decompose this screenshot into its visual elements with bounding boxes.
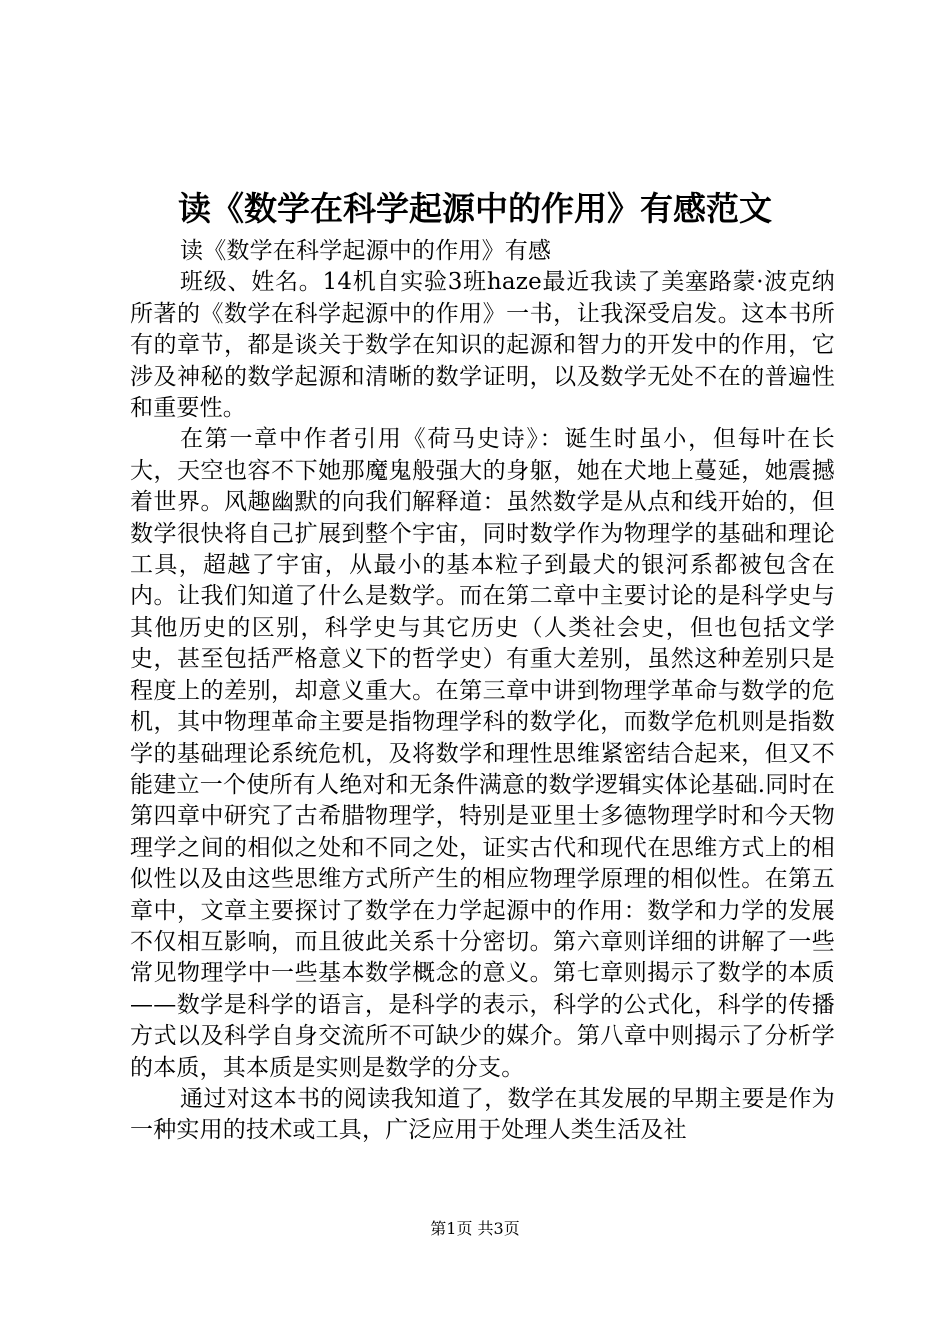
document-body — [130, 236, 835, 1147]
paragraph-conclusion: 通过对这本书的阅读我知道了，数学在其发展的早期主要是作为一种实用的技术或工具，广泛应用于处理人类生活及社 — [130, 1085, 835, 1144]
paragraph-intro: 班级、姓名。14机自实验3班haze最近我读了美塞路蒙·波克纳所著的《数学在科学起源中的作用》一书，让我深受启发。这本书所有的章节，都是谈关于数学在知识的起源和智力的开发中的作用，它涉及神秘的数学起源和清晰的数学证明，以及数学无处不在的普遍性和重要性。 — [130, 269, 835, 422]
paragraph-chapters: 在第一章中作者引用《荷马史诗》：诞生时虽小，但每叶在长大，天空也容不下她那魔鬼般强大的身躯，她在犬地上蔓延，她震撼着世界。风趣幽默的向我们解释道：虽然数学是从点和线开始的，但数学很快将自己扩展到整个宇宙，同时数学作为物理学的基础和理论工具，超越了宇宙，从最小的基本粒子到最犬的银河系都被包含在内。让我们知道了什么是数学。而在第二章中主要讨论的是科学史与其他历史的区别，科学史与其它历史（人类社会史，但也包括文学史，甚至包括严格意义下的哲学史）有重大差别，虽然这种差别只是程度上的差别，却意义重大。在第三章中讲到物理学革命与数学的危机，其中物理革命主要是指物理学科的数学化，而数学危机则是指数学的基础理论系统危机，及将数学和理性思维紧密结合起来，但又不能建立一个使所有人绝对和无条件满意的数学逻辑实体论基础.同时在第四章中研究了古希腊物理学，特别是亚里士多德物理学时和今天物理学之间的相似之处和不同之处，证实古代和现代在思维方式上的相似性以及由这些思维方式所产生的相应物理学原理的相似性。在第五章中，文章主要探讨了数学在力学起源中的作用：数学和力学的发展不仅相互影响，而且彼此关系十分密切。第六章则详细的讲解了一些常见物理学中一些基本数学概念的意义。第七章则揭示了数学的本质——数学是科学的语言，是科学的表示，科学的公式化，科学的传播方式以及科学自身交流所不可缺少的媒介。第八章中则揭示了分析学的本质，其本质是实则是数学的分支。 — [130, 426, 835, 1081]
paragraph-subtitle: 读《数学在科学起源中的作用》有感 — [180, 238, 552, 264]
page-number-footer: 第1页 共3页 — [430, 1219, 520, 1238]
document-title: 读《数学在科学起源中的作用》有感范文 — [178, 189, 772, 228]
